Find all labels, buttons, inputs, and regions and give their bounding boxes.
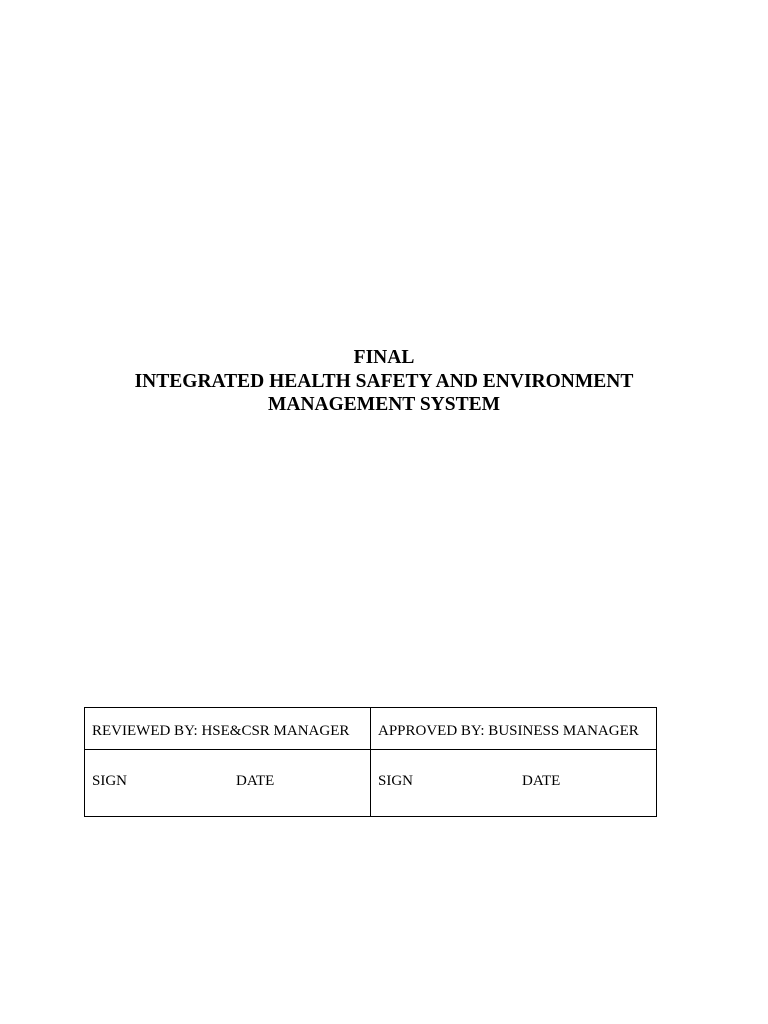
approval-table xyxy=(84,707,657,817)
document-title xyxy=(0,346,768,417)
approver-sign-label: SIGN xyxy=(378,773,414,789)
reviewer-signature-labels xyxy=(92,773,370,793)
title-line-final: FINAL xyxy=(353,347,415,368)
approver-signature-cell[interactable] xyxy=(371,750,657,817)
reviewer-signature-cell[interactable] xyxy=(85,750,371,817)
approved-by-cell: APPROVED BY: BUSINESS MANAGER xyxy=(371,708,657,750)
title-line-integrated: INTEGRATED HEALTH SAFETY AND ENVIRONMENT xyxy=(134,370,634,392)
reviewer-date-label: DATE xyxy=(236,773,275,789)
signature-row xyxy=(85,750,657,817)
approver-date-label: DATE xyxy=(522,773,561,789)
reviewer-sign-label: SIGN xyxy=(92,773,128,789)
approver-signature-labels xyxy=(378,773,656,793)
approval-header-row xyxy=(85,708,657,750)
reviewed-by-cell: REVIEWED BY: HSE&CSR MANAGER xyxy=(85,708,371,750)
title-line-management: MANAGEMENT SYSTEM xyxy=(267,394,501,415)
